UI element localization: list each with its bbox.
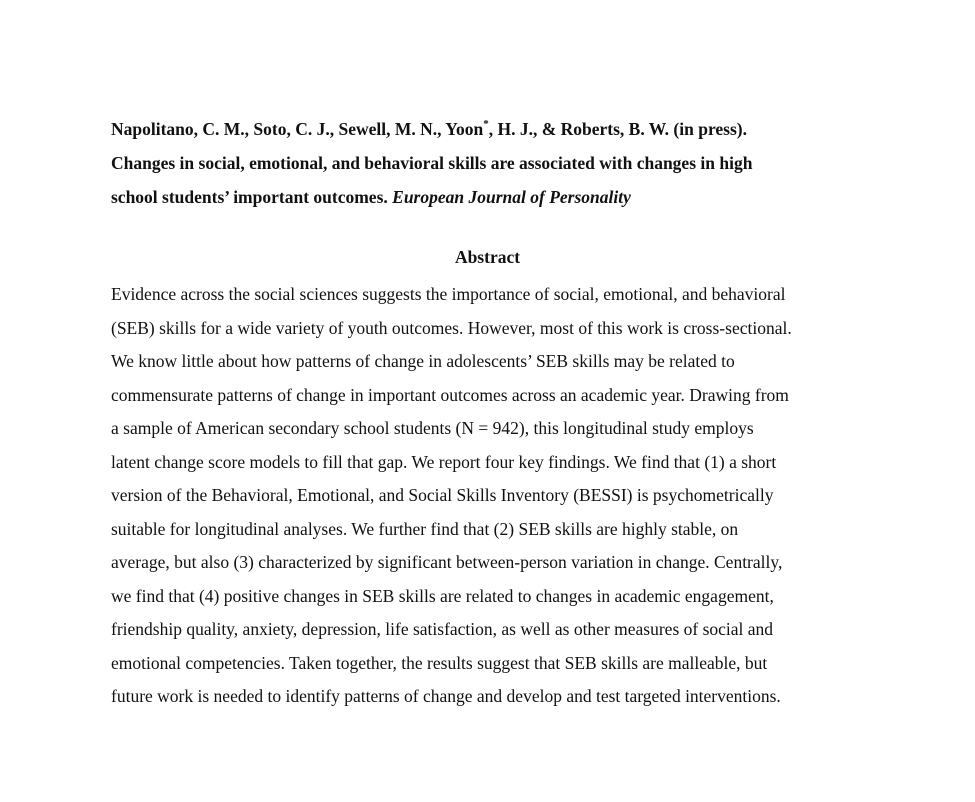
abstract-line: a sample of American secondary school students (N = 942), this longitudinal study employs: [111, 418, 754, 438]
citation-title-end: school students’ important outcomes.: [111, 187, 393, 207]
abstract-line: commensurate patterns of change in important outcomes across an academic year. Drawing from: [111, 384, 789, 405]
citation-authors-part-2: , H. J., & Roberts, B. W. (in press).: [488, 119, 748, 139]
citation-authors-part-1: Napolitano, C. M., Soto, C. J., Sewell, M. N., Yoon: [111, 119, 484, 139]
author-asterisk: *: [483, 118, 489, 131]
abstract-line: future work is needed to identify patterns of change and develop and test targeted interventions.: [111, 686, 781, 706]
abstract-line: suitable for longitudinal analyses. We further find that (2) SEB skills are highly stable, on: [111, 518, 739, 539]
citation-line-1: [111, 112, 871, 146]
abstract-heading: Abstract: [454, 247, 521, 267]
abstract-body: [111, 278, 891, 714]
abstract-line: we find that (4) positive changes in SEB skills are related to changes in academic engagement,: [111, 585, 774, 606]
citation-line-2: Changes in social, emotional, and behavioral skills are associated with changes in high: [111, 153, 753, 173]
journal-name: European Journal of Personality: [392, 187, 631, 207]
abstract-line: latent change score models to fill that gap. We report four key findings. We find that (1) a short: [111, 451, 777, 472]
abstract-line: Evidence across the social sciences suggests the importance of social, emotional, and behavioral: [111, 284, 786, 304]
abstract-line: friendship quality, anxiety, depression, life satisfaction, as well as other measures of social and: [111, 619, 774, 639]
abstract-line: emotional competencies. Taken together, the results suggest that SEB skills are malleable, but: [111, 652, 768, 673]
abstract-line: version of the Behavioral, Emotional, and Social Skills Inventory (BESSI) is psychometrically: [111, 485, 774, 505]
abstract-line: We know little about how patterns of change in adolescents’ SEB skills may be related to: [111, 351, 735, 371]
abstract-line: (SEB) skills for a wide variety of youth outcomes. However, most of this work is cross-sectional.: [111, 317, 792, 338]
citation-line-3: [111, 180, 871, 214]
citation: [111, 112, 871, 214]
abstract-line: average, but also (3) characterized by significant between-person variation in change. Centrally,: [111, 552, 783, 572]
